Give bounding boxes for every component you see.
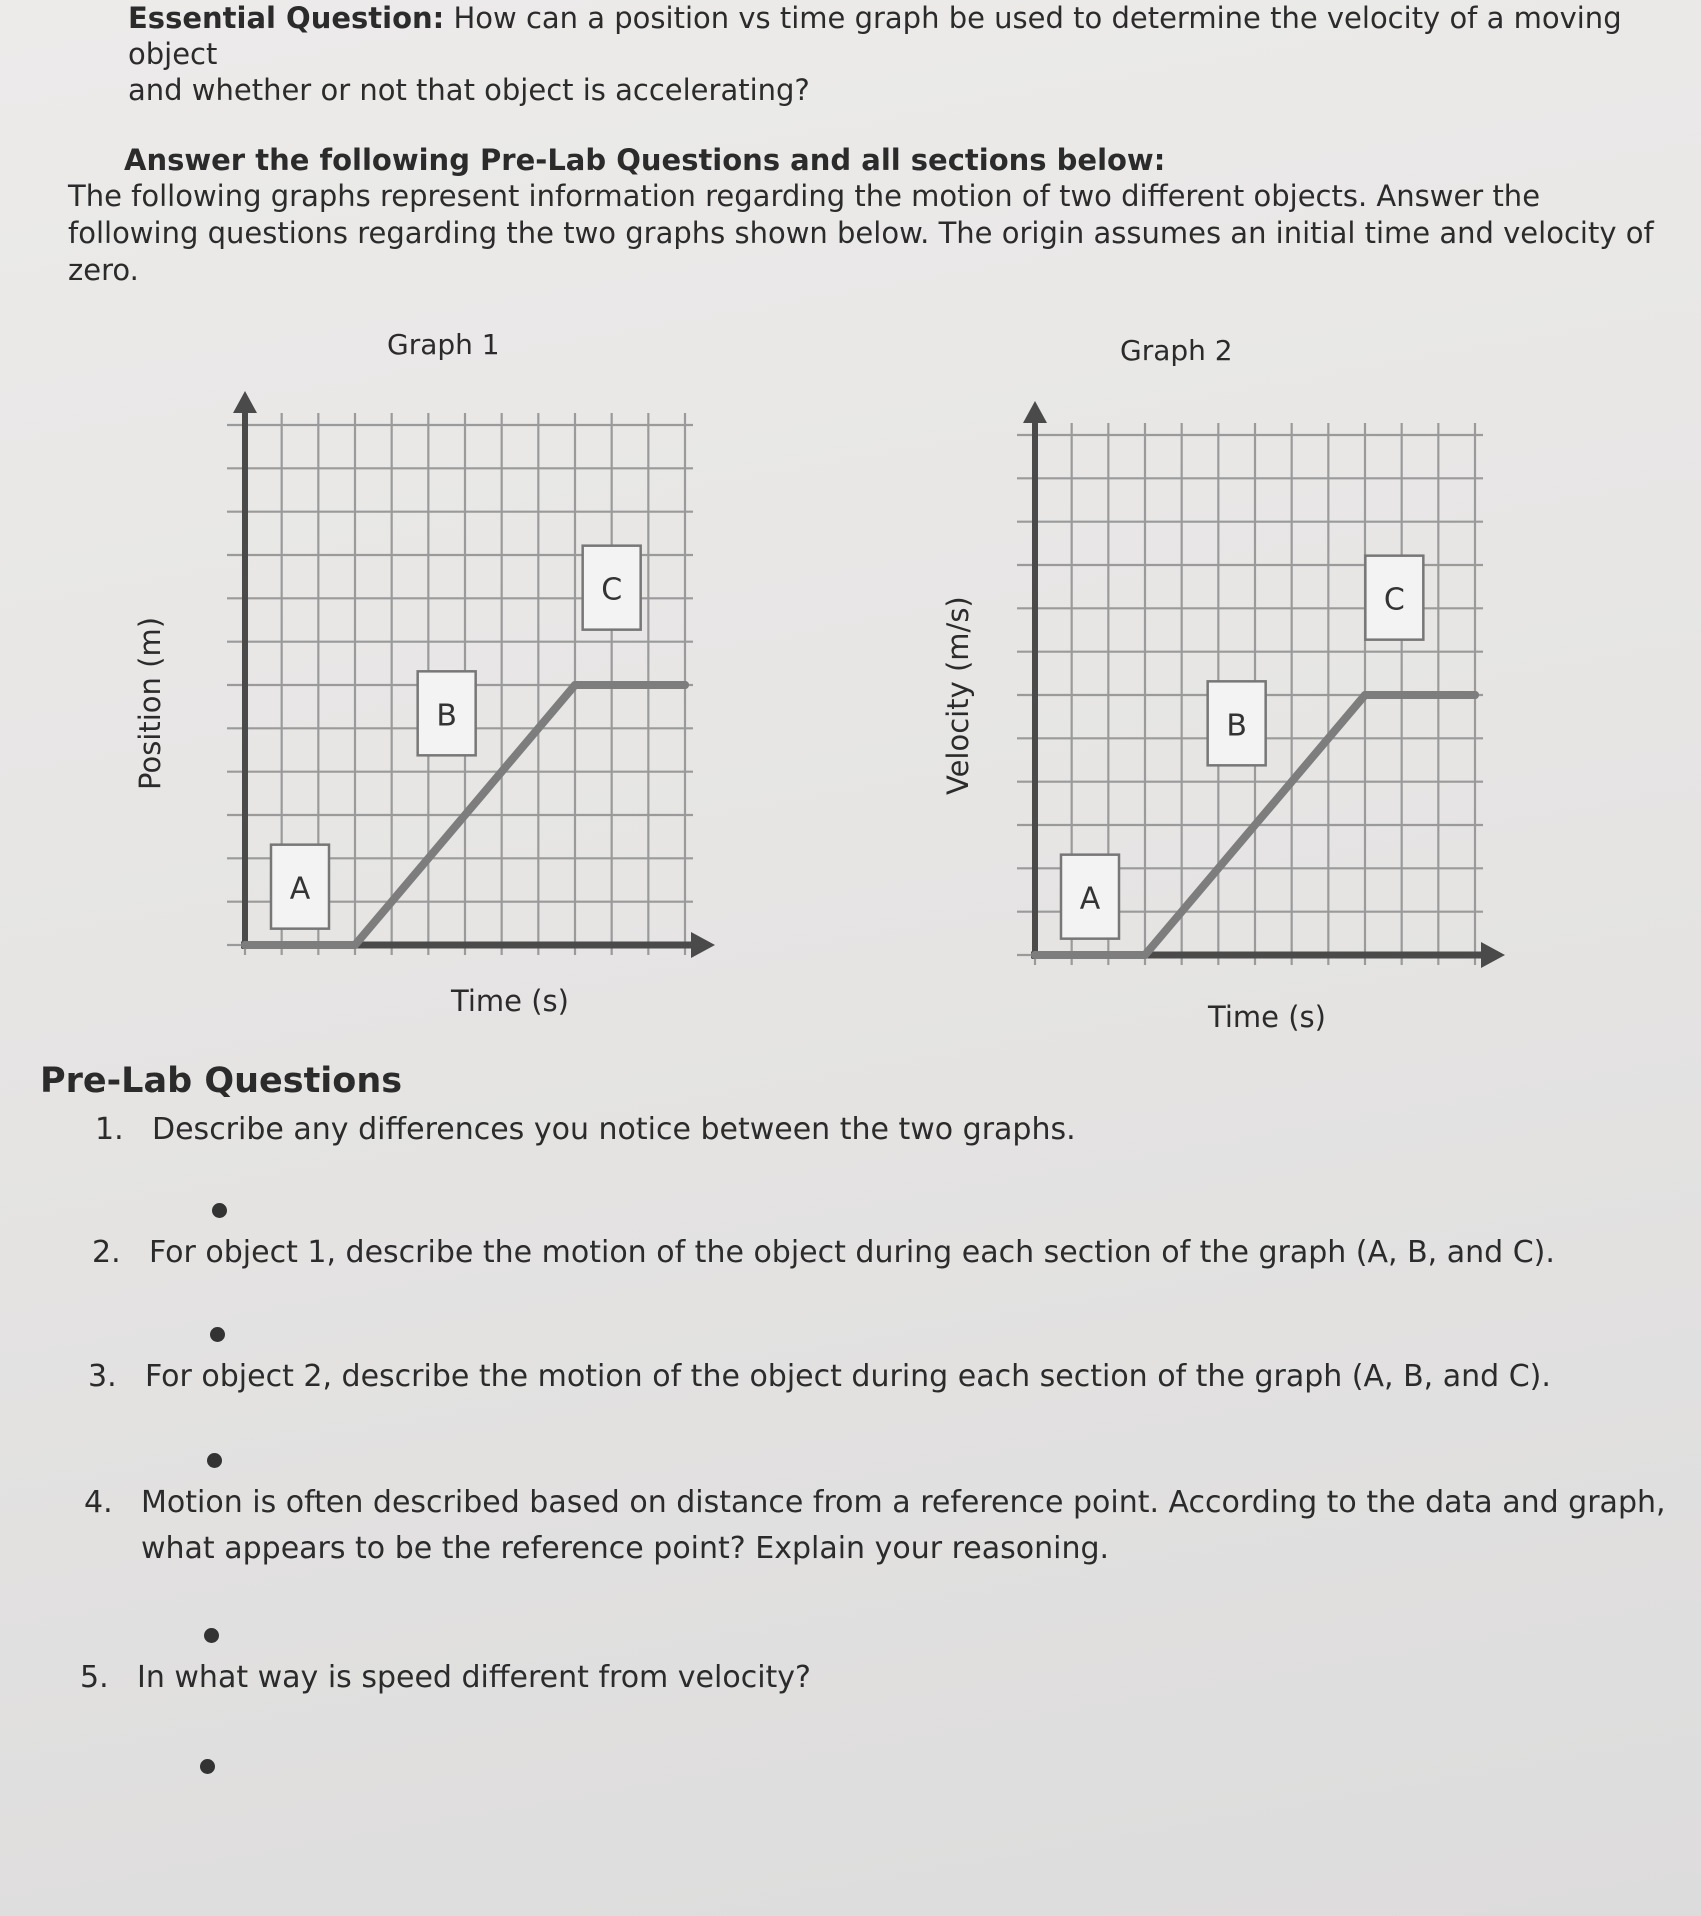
question-3-number: 3.	[88, 1359, 117, 1394]
question-1-number: 1.	[95, 1112, 124, 1147]
essential-text-2: object	[128, 37, 218, 71]
graph1-y-arrow	[233, 391, 257, 413]
graph1-data-point	[681, 681, 689, 689]
graph1-data-point	[571, 681, 579, 689]
prelab-title: Pre-Lab Questions	[40, 1061, 403, 1101]
essential-text-1: How can a position vs time graph be used to determine the velocity of a moving	[453, 1, 1622, 35]
essential-label: Essential Question:	[128, 1, 445, 35]
question-2-number: 2.	[92, 1235, 121, 1270]
graph1-ylabel: Position (m)	[133, 616, 167, 790]
graph1-chart	[210, 385, 730, 975]
graph2-data-point	[1361, 691, 1369, 699]
graph1-data-point	[241, 941, 249, 949]
question-4-text-1: Motion is often described based on distance from a reference point. According to the data and graph,	[141, 1485, 1666, 1520]
graph2-x-arrow	[1481, 942, 1505, 968]
question-4-number: 4.	[84, 1485, 113, 1520]
question-5-number: 5.	[80, 1660, 109, 1695]
question-2-text: For object 1, describe the motion of the object during each section of the graph (A, B, and C).	[149, 1235, 1555, 1270]
graph1-xlabel: Time (s)	[451, 984, 569, 1018]
answer-bullet-5	[200, 1759, 215, 1774]
answer-bullet-3	[207, 1453, 222, 1468]
question-1-text: Describe any differences you notice between the two graphs.	[152, 1112, 1076, 1147]
graph2-data-point	[1031, 951, 1039, 959]
instructions-line-2: following questions regarding the two graphs shown below. The origin assumes an initial time and velocity of	[68, 216, 1654, 250]
graph2-y-arrow	[1023, 401, 1047, 423]
graph2-xlabel: Time (s)	[1208, 1000, 1326, 1034]
graph1-segment-label-b: B	[436, 698, 457, 734]
graph2-ylabel: Velocity (m/s)	[941, 596, 975, 795]
graph2-data-point	[1141, 951, 1149, 959]
graph2-title: Graph 2	[1120, 334, 1233, 367]
instructions-heading: Answer the following Pre-Lab Questions and all sections below:	[124, 143, 1166, 177]
essential-text-3: and whether or not that object is accelerating?	[128, 73, 810, 107]
instructions-body	[68, 178, 1654, 289]
graph1-segment-label-c: C	[601, 572, 623, 608]
graph2-data-point	[1471, 691, 1479, 699]
answer-bullet-4	[204, 1628, 219, 1643]
instructions-line-1: The following graphs represent information regarding the motion of two different objects. Answer the	[68, 179, 1541, 213]
essential-question	[128, 0, 1622, 108]
answer-bullet-1	[212, 1203, 227, 1218]
graph1-segment-label-a: A	[289, 871, 311, 907]
graph2-segment-label-a: A	[1079, 881, 1101, 917]
graph1-title: Graph 1	[387, 328, 500, 361]
question-4-text-2: what appears to be the reference point? Explain your reasoning.	[141, 1531, 1110, 1566]
graph1-x-arrow	[691, 932, 715, 958]
graph2-segment-label-c: C	[1383, 582, 1405, 618]
answer-bullet-2	[210, 1327, 225, 1342]
question-5-text: In what way is speed different from velocity?	[137, 1660, 811, 1695]
graph2-chart	[1000, 395, 1520, 985]
question-3-text: For object 2, describe the motion of the object during each section of the graph (A, B, and C).	[145, 1359, 1551, 1394]
graph2-segment-label-b: B	[1226, 708, 1247, 744]
instructions-line-3: zero.	[68, 253, 139, 287]
graph1-data-point	[351, 941, 359, 949]
